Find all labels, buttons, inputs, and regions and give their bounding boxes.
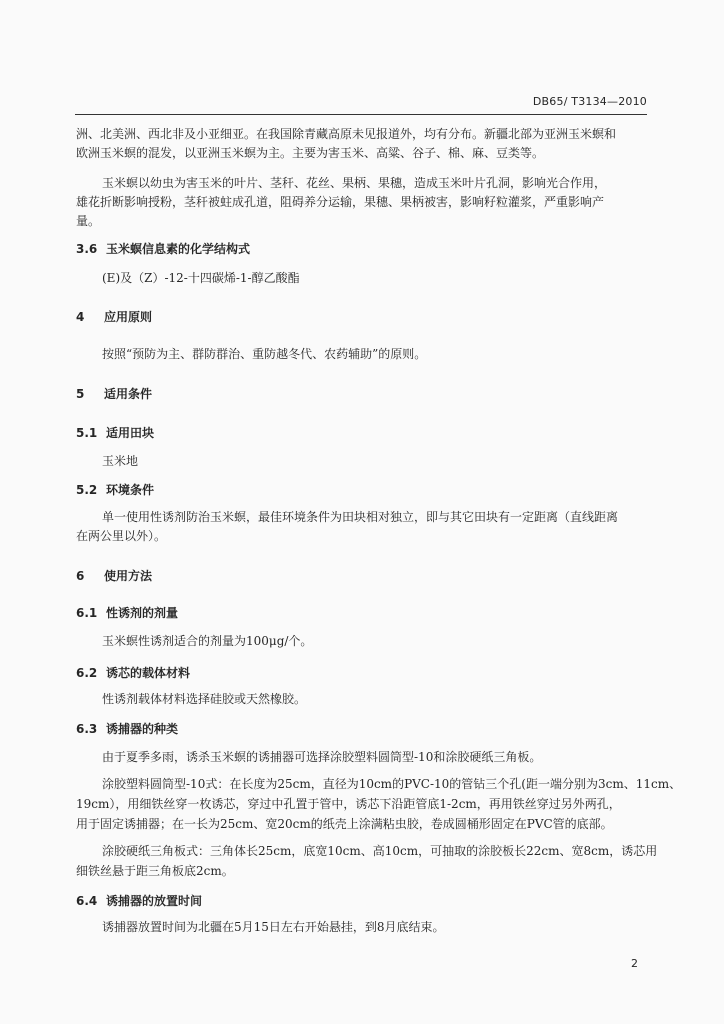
heading-6-4	[76, 892, 202, 909]
section-number: 6.4	[76, 894, 98, 908]
heading-3-6	[76, 240, 250, 257]
section-title: 诱芯的载体材料	[106, 666, 191, 680]
heading-6	[76, 567, 152, 584]
section-title: 使用方法	[104, 569, 153, 583]
section-number: 5.2	[76, 483, 98, 497]
page-number: 2	[631, 957, 638, 970]
para-line: 由于夏季多雨，诱杀玉米螟的诱捕器可选择涂胶塑料圆筒型-10和涂胶硬纸三角板。	[102, 750, 542, 764]
para-line: 单一使用性诱剂防治玉米螟，最佳环境条件为田块相对独立，即与其它田块有一定距离（直线距离	[102, 510, 619, 524]
heading-5	[76, 385, 152, 402]
heading-6-2	[76, 664, 190, 681]
section-number: 4	[76, 310, 85, 324]
section-title: 诱捕器的种类	[106, 722, 179, 736]
section-title: 适用条件	[104, 387, 153, 401]
para-line: 按照“预防为主、群防群治、重防越冬代、农药辅助”的原则。	[102, 347, 427, 361]
para-line: 欧洲玉米螟的混发，以亚洲玉米螟为主。主要为害玉米、高粱、谷子、棉、麻、豆类等。	[76, 146, 545, 160]
section-title: 应用原则	[104, 310, 153, 324]
para-line: 诱捕器放置时间为北疆在5月15日左右开始悬挂，到8月底结束。	[102, 920, 445, 934]
section-number: 3.6	[76, 242, 98, 256]
para-line: 玉米螟以幼虫为害玉米的叶片、茎秆、花丝、果柄、果穗，造成玉米叶片孔洞，影响光合作用，	[102, 176, 607, 190]
section-title: 适用田块	[106, 426, 155, 440]
section-number: 6	[76, 569, 85, 583]
para-line: 细铁丝悬于距三角板底2cm。	[76, 864, 234, 878]
section-number: 5	[76, 387, 85, 401]
section-number: 6.2	[76, 666, 98, 680]
section-number: 5.1	[76, 426, 98, 440]
section-number: 6.1	[76, 606, 98, 620]
para-line: 量。	[76, 214, 101, 228]
header-divider	[75, 114, 647, 115]
heading-6-1	[76, 604, 178, 621]
para-line: 涂胶硬纸三角板式：三角体长25cm，底宽10cm、高10cm，可抽取的涂胶板长22cm、宽8cm，诱芯用	[102, 844, 658, 858]
section-title: 性诱剂的剂量	[106, 606, 179, 620]
para-line: 用于固定诱捕器；在一长为25cm、宽20cm的纸壳上涂满粘虫胶，卷成圆桶形固定在PVC管的底部。	[76, 817, 613, 831]
heading-5-2	[76, 481, 154, 498]
para-line: 玉米螟性诱剂适合的剂量为100μg/个。	[102, 634, 313, 648]
section-title: 环境条件	[106, 483, 155, 497]
section-number: 6.3	[76, 722, 98, 736]
para-line: 玉米地	[102, 454, 139, 468]
para-line: 洲、北美洲、西北非及小亚细亚。在我国除青藏高原未见报道外，均有分布。新疆北部为亚洲玉米螟和	[76, 127, 617, 141]
para-line: 19cm），用细铁丝穿一枚诱芯，穿过中孔置于管中，诱芯下沿距管底1-2cm，再用铁丝穿过另外两孔，	[76, 797, 621, 811]
heading-6-3	[76, 720, 178, 737]
para-line: (E)及（Z）-12-十四碳烯-1-醇乙酸酯	[102, 271, 300, 285]
section-title: 玉米螟信息素的化学结构式	[106, 242, 251, 256]
standard-code: DB65/ T3134—2010	[532, 95, 647, 108]
heading-5-1	[76, 424, 154, 441]
heading-4	[76, 308, 152, 325]
para-line: 雄花折断影响授粉，茎秆被蛀成孔道，阻碍养分运输，果穗、果柄被害，影响籽粒灌浆，严重影响产	[76, 195, 605, 209]
para-line: 在两公里以外）。	[76, 529, 167, 543]
section-title: 诱捕器的放置时间	[106, 894, 203, 908]
para-line: 性诱剂载体材料选择硅胶或天然橡胶。	[102, 692, 307, 706]
para-line: 涂胶塑料圆筒型-10式：在长度为25cm，直径为10cm的PVC-10的管钻三个孔(距一端分别为3cm、11cm、	[102, 777, 682, 791]
